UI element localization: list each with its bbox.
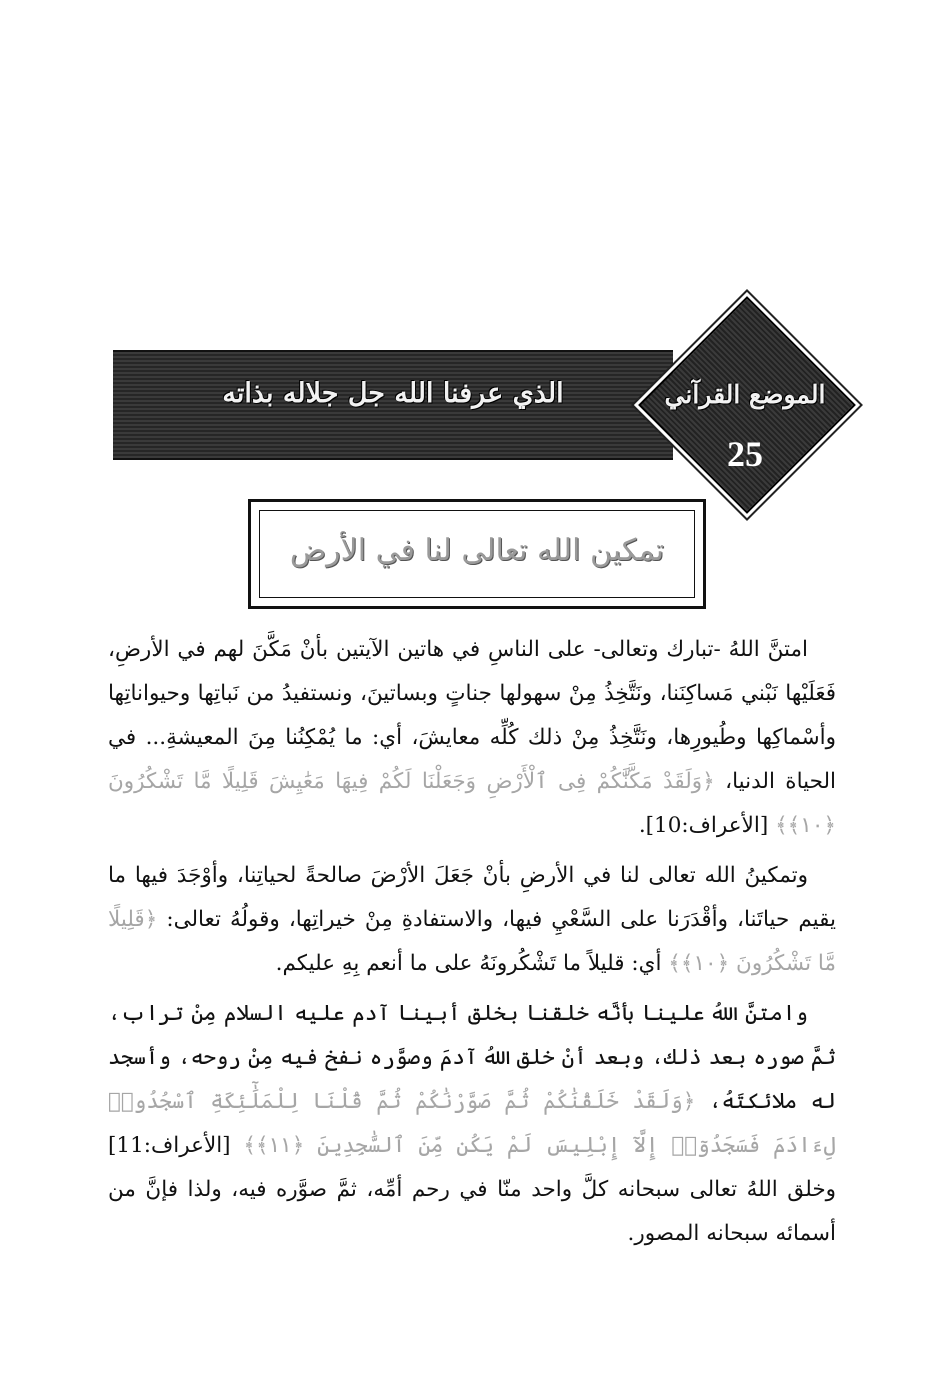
paragraph-2-after: أي: قليلاً ما تَشْكُرونَهُ على ما أنعم بِهِ عليكم.: [275, 951, 662, 976]
paragraph-1-text: امتنَّ اللهُ -تبارك وتعالى- على الناسِ في هاتين الآيتين بأنْ مَكَّنَ لهم في الأرضِ، فَعَلَيْها نَبْني مَساكِنَنا، ونَتَّخِذُ مِنْ سهولها جناتٍ وبساتينَ، ونستفيدُ من نَباتِها وحيواناتِها وأسْماكِها وطُيورِها، ونَتَّخِذُ مِنْ ذلك كُلِّه معايشَ، أي: ما يُمْكِنُنا مِنَ المعيشةِ... في الحياة الدنيا،: [108, 637, 837, 794]
section-title-frame: [259, 510, 695, 598]
banner-title: الذي عرفنا الله جل جلاله بذاته: [222, 378, 564, 409]
paragraph-2: [108, 854, 836, 986]
paragraph-3-text: وامتنَّ اللهُ علينا بأنَّه خلقنا بخلق أبينا آدم عليه السلام مِنْ تراب، ثمَّ صوره بعد ذلك، وبعد أنْ خلق اللهُ آدمَ وصوَّره نفخ فيه مِنْ روحه، وأسجد له ملائكتَهُ،: [108, 1001, 836, 1114]
diamond-label: الموضع القرآني: [664, 380, 826, 409]
paragraph-2-text: وتمكينُ الله تعالى لنا في الأرضِ بأنْ جَعَلَ الأرْضَ صالحةً لحياتِنا، وأوْجَدَ فيها ما يقيم حياتَنا، وأقْدَرَنا على السَّعْيِ فيها، والاستفادةِ مِنْ خيراتِها، وقولُهُ تعالى:: [108, 863, 836, 932]
body-text: [108, 628, 836, 1262]
paragraph-3: [108, 992, 836, 1256]
verse-reference-3: [الأعراف:11]: [108, 1133, 231, 1158]
section-title-box: [248, 499, 706, 609]
quran-verse-1: ﴿وَلَقَدْ مَكَّنَّٰكُمْ فِى ٱلْأَرْضِ وَجَعَلْنَا لَكُمْ فِيهَا مَعَٰيِشَ قَلِيلًا مَّا تَشْكُرُونَ ﴿١٠﴾﴾: [108, 769, 836, 838]
paragraph-1: [108, 628, 836, 848]
paragraph-3-after: وخلق اللهُ تعالى سبحانه كلَّ واحد منّا في رحم أمِّه، ثمَّ صوَّره فيه، ولذا فإنَّ من أسمائه سبحانه المصور.: [108, 1177, 836, 1246]
section-title: تمكين الله تعالى لنا في الأرض: [289, 533, 665, 568]
verse-reference-1: [الأعراف:10].: [638, 813, 769, 838]
topic-diamond: [640, 298, 850, 508]
topic-number: 25: [727, 434, 763, 474]
header-banner: [113, 350, 673, 460]
quran-verse-2: ﴿قَلِيلًا مَّا تَشْكُرُونَ ﴿١٠﴾﴾: [108, 907, 836, 976]
quran-verse-3: ﴿وَلَقَدْ خَلَقْنَٰكُمْ ثُمَّ صَوَّرْنَٰكُمْ ثُمَّ قُلْنَا لِلْمَلَٰٓئِكَةِ ٱسْجُدُوا۟ لِءَادَمَ فَسَجَدُوٓا۟ إِلَّآ إِبْلِيسَ لَمْ يَكُن مِّنَ ٱلسَّٰجِدِينَ ﴿١١﴾﴾: [108, 1089, 836, 1158]
